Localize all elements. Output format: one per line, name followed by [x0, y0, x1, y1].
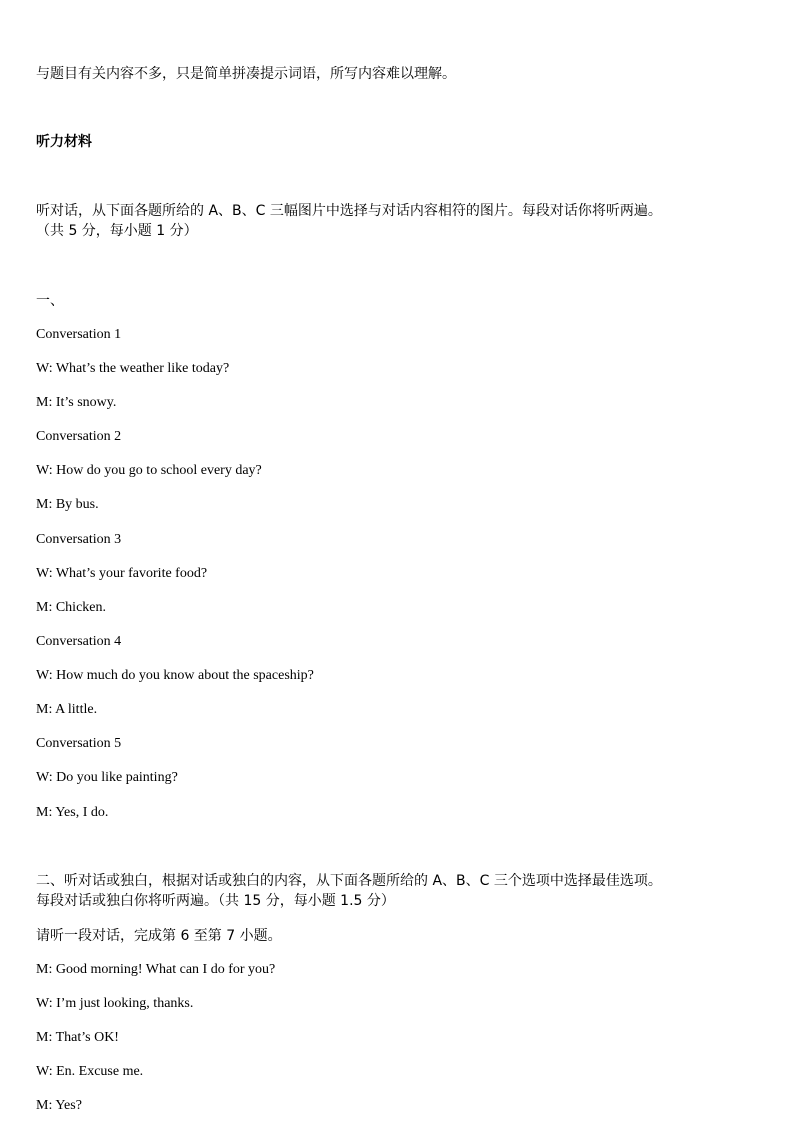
conversation-line: M: Chicken.	[36, 600, 106, 615]
conversation-line: W: What’s your favorite food?	[36, 566, 208, 581]
dialogue-line: W: En. Excuse me.	[36, 1064, 144, 1079]
dialogue-line: M: That’s OK!	[36, 1030, 119, 1045]
dialogue-line: M: Good morning! What can I do for you?	[36, 962, 276, 977]
conversation-line: W: How do you go to school every day?	[36, 463, 262, 478]
section-title: 听力材料	[36, 134, 92, 150]
part1-instruction-line1: 听对话，从下面各题所给的 A、B、C 三幅图片中选择与对话内容相符的图片。每段对话你将听两遍。	[36, 203, 662, 219]
intro-note: 与题目有关内容不多，只是简单拼凑提示词语，所写内容难以理解。	[36, 66, 456, 82]
conversation-line: W: Do you like painting?	[36, 770, 178, 785]
conversation-line: Conversation 4	[36, 634, 122, 649]
dialogue-line: W: I’m just looking, thanks.	[36, 996, 194, 1011]
part2-instruction-line1: 二、听对话或独白，根据对话或独白的内容，从下面各题所给的 A、B、C 三个选项中选择最佳选项。	[36, 873, 662, 889]
conversation-line: Conversation 2	[36, 429, 122, 444]
dialogue-line: M: Yes?	[36, 1098, 82, 1113]
conversation-line: M: A little.	[36, 702, 98, 717]
conversation-line: W: How much do you know about the spaceship?	[36, 668, 314, 683]
conversation-line: Conversation 1	[36, 327, 122, 342]
part1-instruction-line2: （共 5 分，每小题 1 分）	[36, 223, 198, 239]
conversation-line: M: Yes, I do.	[36, 805, 109, 820]
part1-heading: 一、	[36, 293, 64, 309]
conversation-line: Conversation 3	[36, 532, 122, 547]
conversation-line: W: What’s the weather like today?	[36, 361, 230, 376]
conversation-line: M: By bus.	[36, 497, 99, 512]
conversation-line: Conversation 5	[36, 736, 122, 751]
part2-instruction-line2: 每段对话或独白你将听两遍。（共 15 分，每小题 1.5 分）	[36, 893, 395, 909]
part2-sub-instruction: 请听一段对话，完成第 6 至第 7 小题。	[36, 928, 282, 944]
conversation-line: M: It’s snowy.	[36, 395, 117, 410]
